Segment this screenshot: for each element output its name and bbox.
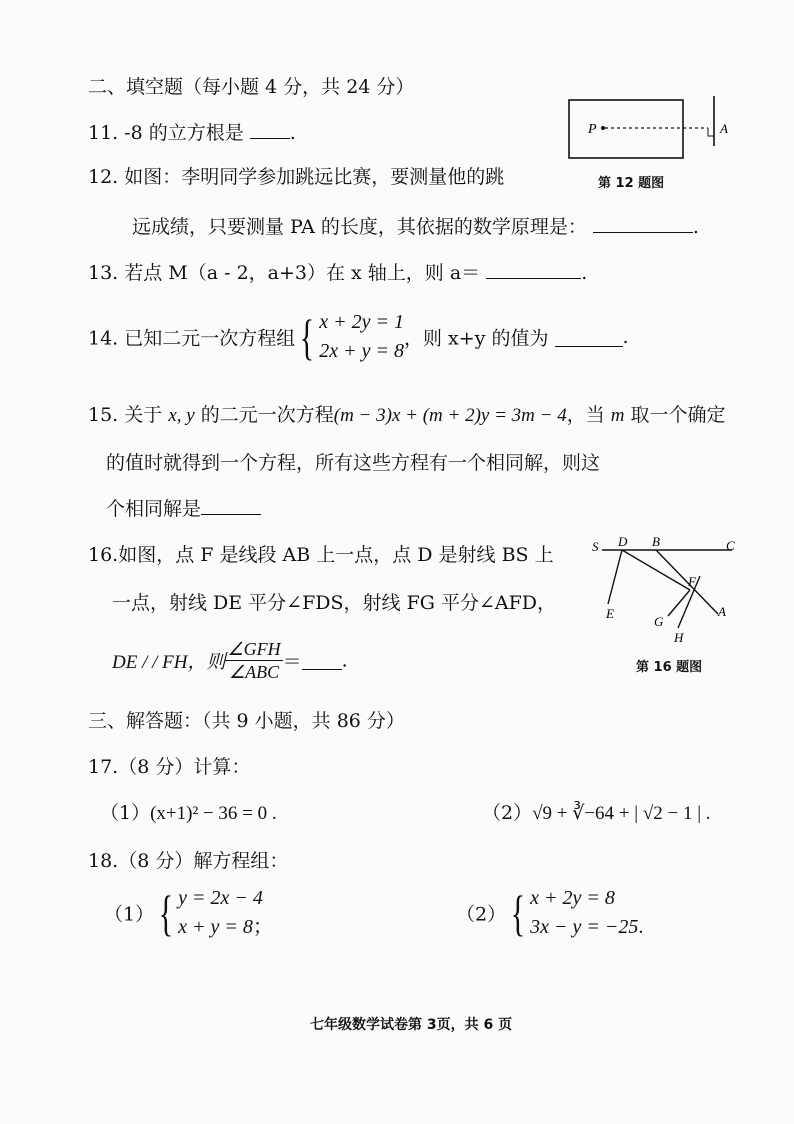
question-18-part1	[104, 884, 273, 942]
answer-blank-11[interactable]	[250, 120, 290, 139]
q17-p1-label: （1）	[100, 802, 151, 824]
label-d: D	[618, 534, 628, 549]
q16-equals: ＝	[282, 651, 302, 673]
q15-l1b: x, y	[168, 405, 195, 426]
q18-p1-label: （1）	[104, 903, 155, 926]
equation-14-2: 2x + y = 8	[319, 340, 405, 362]
q18-p1-eq1: y = 2x − 4	[178, 887, 263, 909]
q15-line3-text: 个相同解是	[106, 498, 202, 520]
left-brace: {	[300, 309, 315, 365]
equation-14-1: x + 2y = 1	[319, 311, 405, 333]
q16-line3a: DE / / FH，则	[112, 652, 226, 673]
equation-system-18-1	[178, 884, 273, 942]
question-13-end: .	[581, 262, 588, 284]
label-h: H	[674, 630, 684, 645]
question-14-prefix: 14. 已知二元一次方程组	[88, 327, 296, 350]
question-16-line2: 一点，射线 DE 平分∠FDS，射线 FG 平分∠AFD，	[112, 592, 557, 614]
q17-p2-expression: √9 + ∛−64 + | √2 − 1 | .	[532, 803, 711, 824]
q18-p2-label: （2）	[456, 903, 507, 926]
question-17-part1	[100, 798, 277, 825]
q15-l1c: 的二元一次方程	[200, 404, 334, 426]
q18-p1-end: ；	[252, 916, 273, 938]
question-15-line2: 的值时就得到一个方程，所有这些方程有一个相同解，则这	[106, 452, 601, 474]
q15-l1f: 取一个确定	[630, 404, 726, 426]
question-12-line2-text: 远成绩，只要测量 PA 的长度，其依据的数学原理是：	[132, 216, 587, 238]
answer-blank-13[interactable]	[486, 260, 581, 279]
question-12-line1: 12. 如图：李明同学参加跳远比赛，要测量他的跳	[88, 166, 505, 188]
question-18-part2	[456, 884, 643, 942]
question-16-line1: 16.如图，点 F 是线段 AB 上一点，点 D 是射线 BS 上	[88, 544, 554, 566]
question-17-title: 17.（8 分）计算：	[88, 756, 251, 778]
section-title-solutions: 三、解答题：（共 9 小题，共 86 分）	[88, 710, 405, 732]
answer-blank-16[interactable]	[302, 651, 342, 670]
question-16-end: .	[341, 649, 348, 672]
q15-l1d: ，当	[566, 404, 605, 426]
figure-12-diagram	[560, 94, 740, 164]
point-p	[601, 126, 605, 130]
question-12-end: .	[692, 216, 699, 238]
left-brace: {	[510, 885, 526, 941]
answer-blank-12[interactable]	[593, 214, 693, 233]
label-s: S	[592, 539, 599, 554]
question-12-line2	[132, 212, 699, 239]
point-a-label: A	[720, 121, 728, 136]
figure-12-caption: 第 12 题图	[598, 176, 665, 191]
question-15-line1	[88, 400, 726, 427]
question-11-text: 11. -8 的立方根是	[88, 122, 244, 144]
figure-16-caption: 第 16 题图	[636, 660, 703, 675]
point-p-label: P	[588, 122, 597, 137]
question-14-suffix: ，则 x+y 的值为	[404, 327, 549, 350]
q17-p2-label: （2）	[482, 802, 533, 824]
segment-df	[622, 550, 690, 590]
q18-p2-eq1: x + 2y = 8	[530, 887, 615, 909]
fraction-denominator: ∠ABC	[228, 662, 280, 682]
label-b: B	[652, 534, 660, 549]
question-13	[88, 258, 587, 285]
label-a: A	[718, 604, 726, 619]
answer-blank-14[interactable]	[555, 328, 623, 347]
segment-ba	[656, 550, 718, 614]
question-14	[88, 308, 629, 366]
ray-de	[608, 550, 622, 604]
question-13-text: 13. 若点 M（a - 2，a+3）在 x 轴上，则 a＝	[88, 262, 481, 284]
question-17-part2	[482, 798, 711, 825]
label-f: F	[688, 574, 696, 589]
question-18-title: 18.（8 分）解方程组：	[88, 850, 289, 872]
section-title-fill-blank: 二、填空题（每小题 4 分，共 24 分）	[88, 76, 415, 98]
answer-blank-15[interactable]	[201, 496, 261, 515]
figure-16-diagram	[590, 534, 750, 652]
question-11-end: .	[289, 122, 296, 144]
equation-system-14	[319, 308, 404, 366]
q15-l1a: 15. 关于	[88, 404, 163, 426]
right-angle-mark	[708, 128, 714, 136]
q18-p2-end: .	[638, 916, 644, 938]
left-brace: {	[158, 885, 174, 941]
equation-system-18-2	[530, 884, 643, 942]
label-c: C	[726, 538, 735, 553]
q17-p1-expression: (x+1)² − 36 = 0 .	[150, 803, 277, 824]
question-14-end: .	[622, 326, 629, 348]
label-e: E	[606, 606, 614, 621]
question-11	[88, 118, 296, 145]
ray-fg	[668, 590, 690, 616]
q18-p2-eq2: 3x − y = −25	[530, 916, 639, 938]
label-g: G	[654, 614, 664, 629]
sandpit-rect	[569, 100, 683, 158]
q15-equation: (m − 3)x + (m + 2)y = 3m − 4	[333, 405, 567, 426]
question-16-line3	[112, 638, 348, 683]
page-footer: 七年级数学试卷第 3页，共 6 页	[310, 1017, 513, 1033]
q15-l1e: m	[610, 405, 625, 426]
fraction-numerator: ∠GFH	[227, 639, 281, 659]
question-15-line3	[106, 494, 261, 521]
q18-p1-eq2: x + y = 8	[178, 916, 253, 938]
angle-ratio-fraction	[225, 638, 282, 683]
